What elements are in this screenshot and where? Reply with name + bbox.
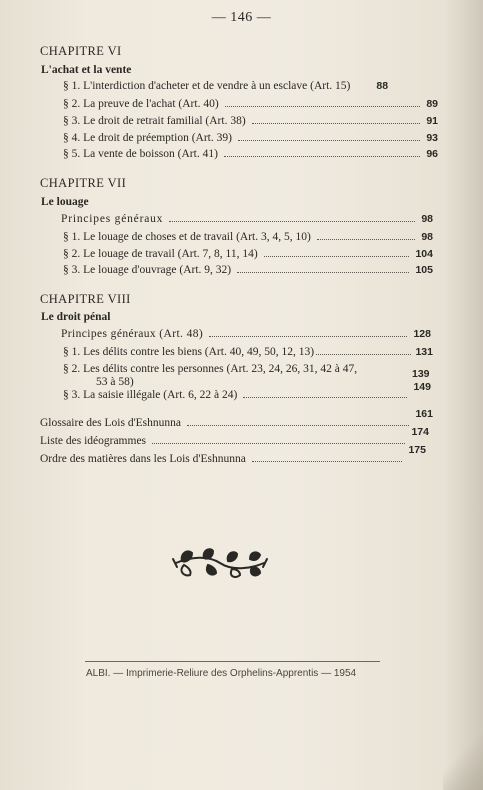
leader-dots [169,221,415,222]
toc-entry-page: 128 [413,328,431,340]
toc-entry-label: § 3. Le droit de retrait familial (Art. 38) [63,115,246,127]
chapter-title: Le droit pénal [41,311,111,323]
page-number: — 146 — [211,10,272,25]
toc-entry-page: 89 [426,98,438,110]
chapter-title: Le louage [41,196,89,208]
toc-entry-label: § 5. La vente de boisson (Art. 41) [63,148,218,160]
toc-entry-page: 91 [426,115,438,127]
toc-entry-label: Principes généraux (Art. 48) [61,328,204,340]
toc-entry-label: § 2. Les délits contre les personnes (Art. 23, 24, 26, 31, 42 à 47, [63,363,358,375]
toc-entry-page: 93 [426,132,438,144]
toc-entry [63,98,438,110]
leader-dots [317,239,416,240]
toc-entry-label: Liste des idéogrammes [40,435,147,447]
toc-entry [61,328,431,340]
toc-entry-page: 98 [421,231,433,243]
toc-entry [63,248,433,260]
toc-entry-page: 104 [415,248,433,260]
toc-entry-page: 161 [415,408,433,420]
laurel-ornament-icon [170,545,270,581]
toc-entry [40,444,426,465]
toc-entry-label: § 1. Le louage de choses et de travail (Art. 3, 4, 5, 10) [63,231,311,243]
toc-entry-label: Principes généraux [61,213,164,225]
toc-entry-page: 149 [413,381,431,393]
leader-dots [187,425,409,426]
toc-entry-page: 174 [411,426,429,438]
toc-entry-page: 175 [408,444,426,456]
toc-entry [63,132,438,144]
toc-entry [63,80,438,92]
toc-entry-page: 96 [426,148,438,160]
leader-dots [225,106,421,107]
toc-entry [63,115,438,127]
toc-entry-page: 131 [415,346,433,358]
toc-entry-page: 98 [421,213,433,225]
chapter-title: L'achat et la vente [41,64,132,76]
leader-dots [243,397,407,398]
leader-dots [252,123,421,124]
toc-entry-page: 88 [376,80,389,92]
footer-rule [85,661,380,662]
toc-entry [63,231,433,243]
chapter-heading: CHAPITRE VII [40,176,127,190]
leader-dots [252,461,403,462]
toc-entry [40,426,429,447]
toc-entry-label-continued: 53 à 58) [96,376,134,388]
toc-entry-label: Glossaire des Lois d'Eshnunna [40,417,182,429]
toc-entry [40,408,433,429]
chapter-heading: CHAPITRE VIII [40,292,131,306]
toc-entry [63,148,438,160]
toc-entry [63,346,433,358]
toc-entry-label: § 4. Le droit de préemption (Art. 39) [63,132,232,144]
toc-entry-page: 105 [415,264,433,276]
printer-imprint: ALBI. — Imprimerie-Reliure des Orphelins-Apprentis — 1954 [86,668,357,679]
toc-entry-label: § 1. L'interdiction d'acheter et de vendre à un esclave (Art. 15) [63,80,351,92]
toc-entry-label: § 1. Les délits contre les biens (Art. 40, 49, 50, 12, 13) [63,346,315,358]
toc-entry-label: § 3. La saisie illégale (Art. 6, 22 à 24) [63,389,238,401]
leader-dots [152,443,405,444]
toc-entry-label: § 2. La preuve de l'achat (Art. 40) [63,98,219,110]
toc-entry-page: 139 [412,368,430,380]
toc-entry-label: Ordre des matières dans les Lois d'Eshnunna [40,453,246,465]
toc-entry [61,213,433,225]
toc-entry [63,264,433,276]
leader-dots [237,272,409,273]
leader-dots [209,336,407,337]
leader-dots [224,156,420,157]
leader-dots [238,140,420,141]
toc-entry-label: § 2. Le louage de travail (Art. 7, 8, 11, 14) [63,248,258,260]
page-edge-shadow [443,730,483,790]
toc-entry-label: § 3. Le louage d'ouvrage (Art. 9, 32) [63,264,232,276]
chapter-heading: CHAPITRE VI [40,44,122,58]
leader-dots [316,354,411,355]
leader-dots [264,256,410,257]
